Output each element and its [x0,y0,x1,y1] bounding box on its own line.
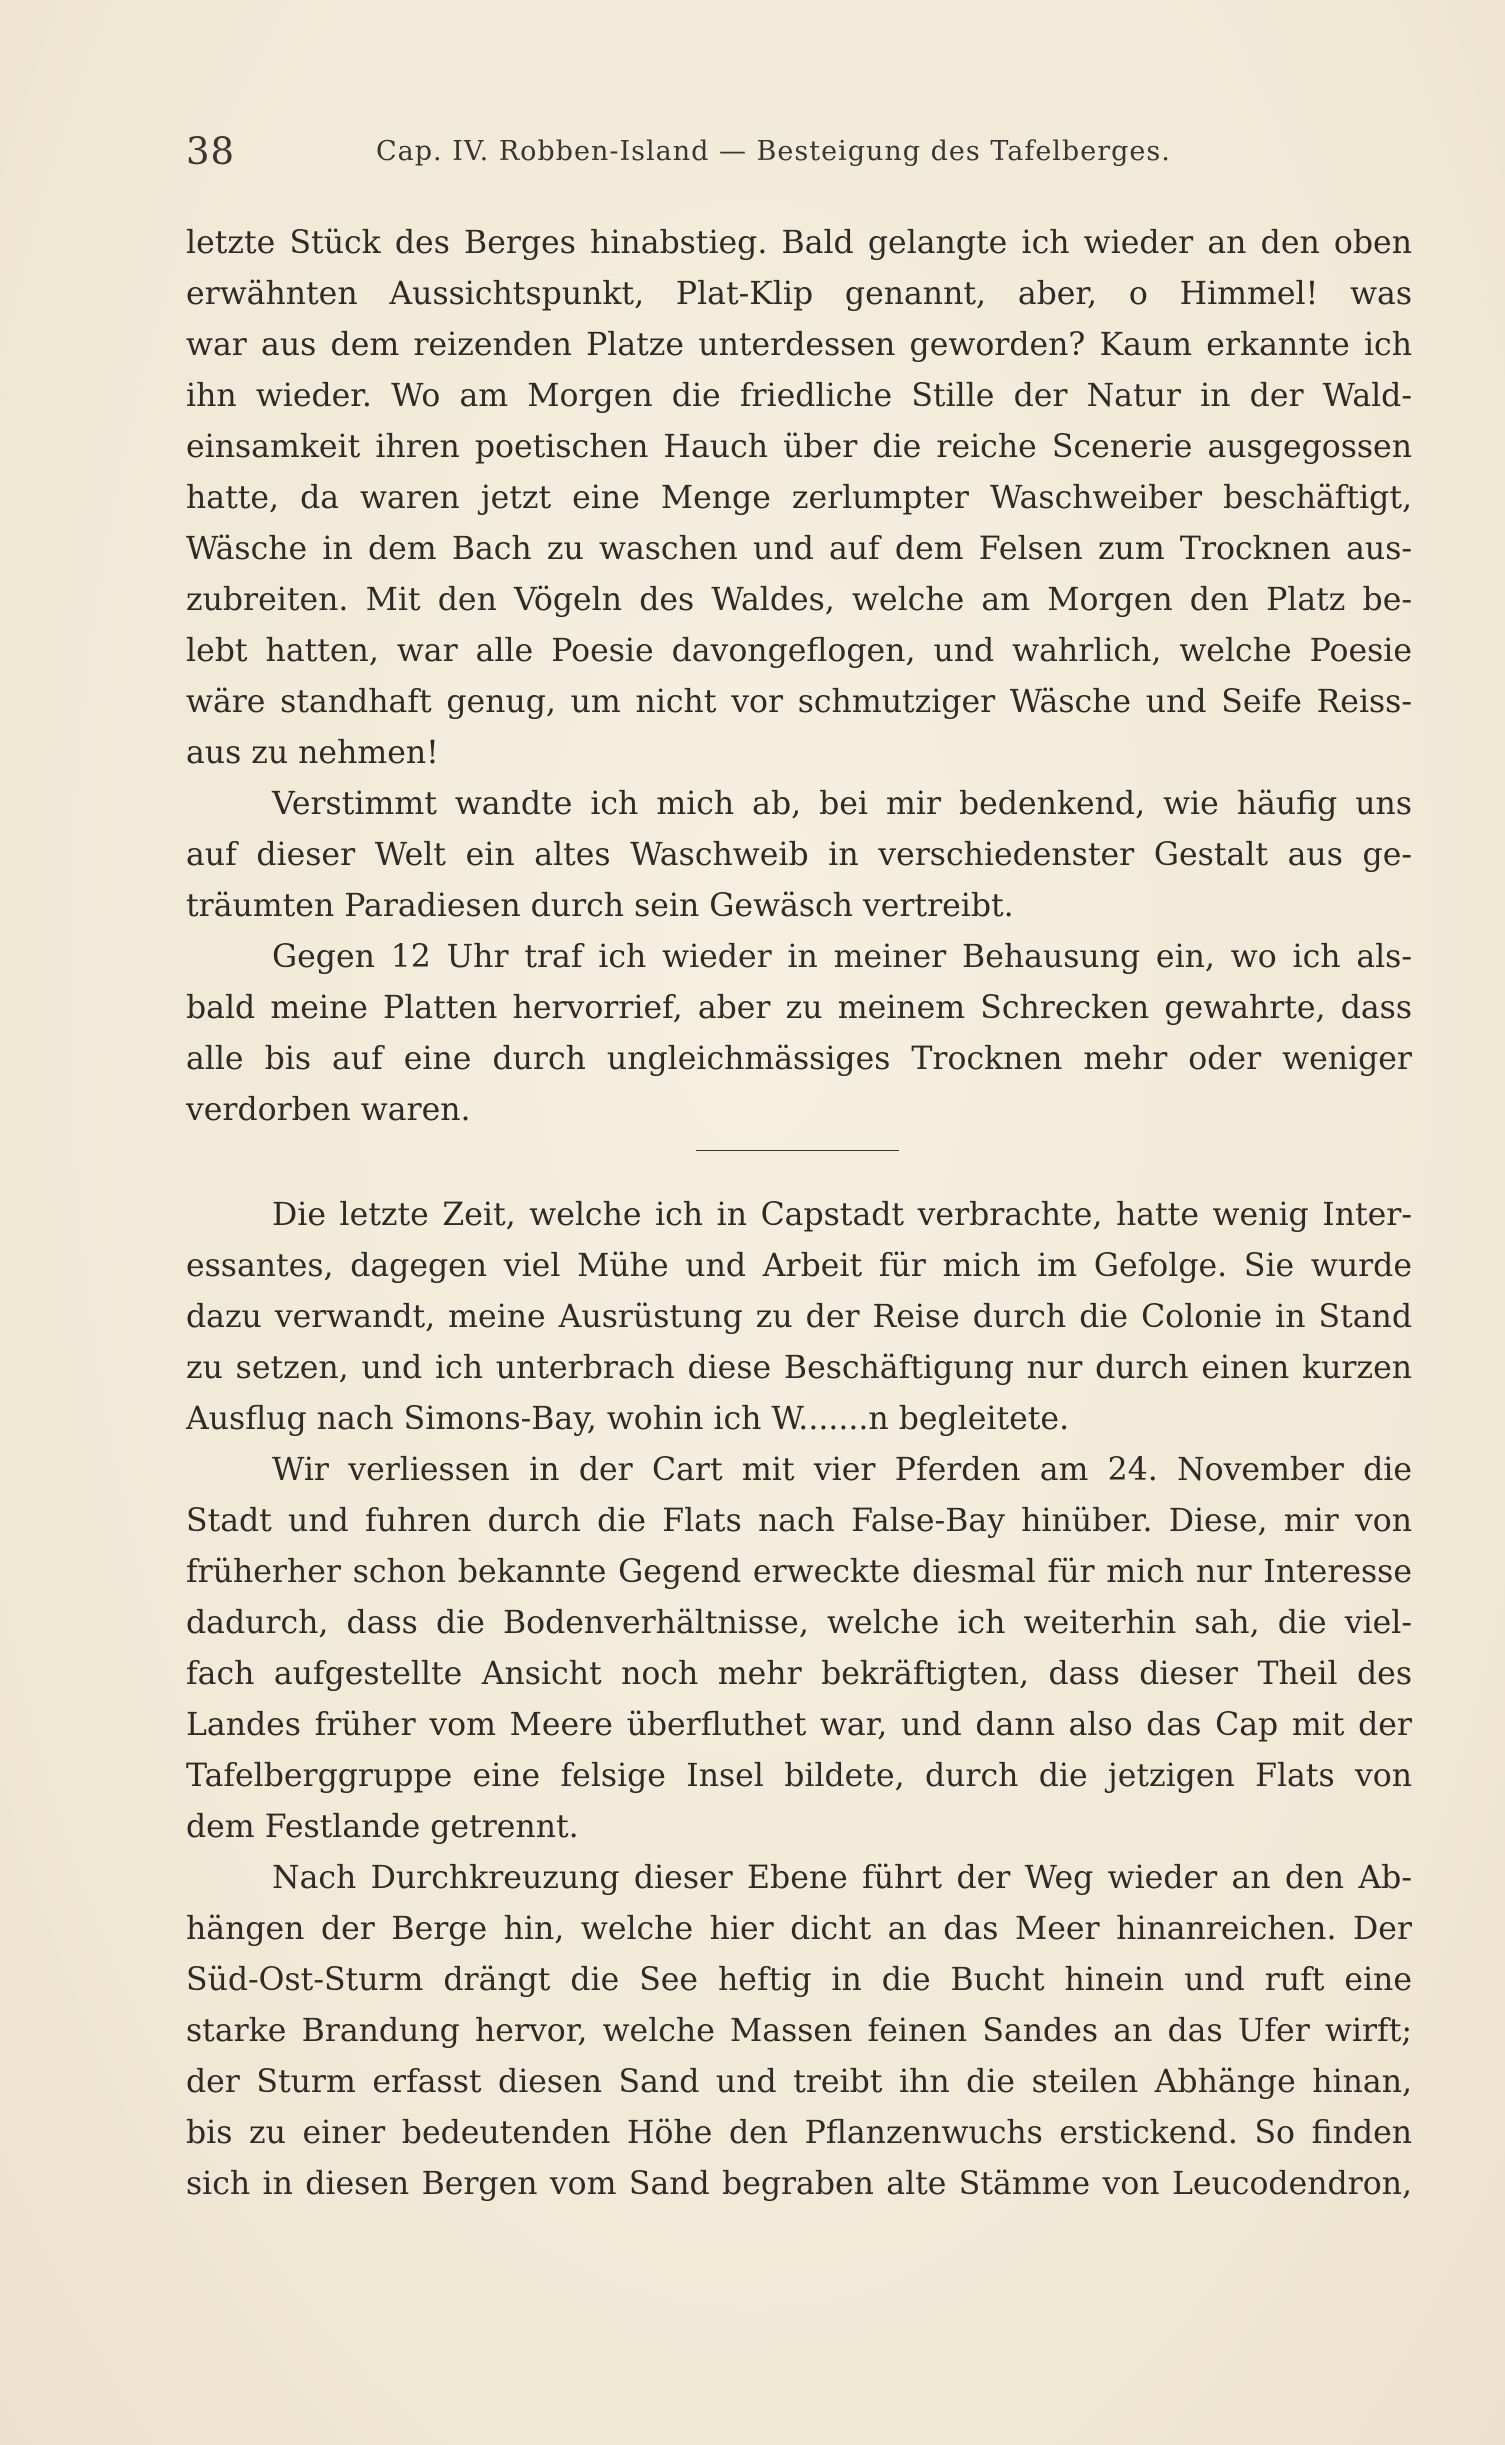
text-line: starke Brandung hervor, welche Massen feinen Sandes an das Ufer wirft; [186,2013,1412,2049]
text-line: dem Festlande getrennt. [186,1809,579,1845]
text-line: letzte Stück des Berges hinabstieg. Bald gelangte ich wieder an den oben [186,225,1412,261]
text-line: zubreiten. Mit den Vögeln des Waldes, welche am Morgen den Platz be- [186,582,1412,618]
text-line: essantes, dagegen viel Mühe und Arbeit für mich im Gefolge. Sie wurde [186,1248,1412,1284]
text-line: erwähnten Aussichtspunkt, Plat-Klip genannt, aber, o Himmel! was [186,276,1412,312]
text-line: dadurch, dass die Bodenverhältnisse, welche ich weiterhin sah, die viel- [186,1605,1412,1641]
text-line: hängen der Berge hin, welche hier dicht an das Meer hinanreichen. Der [186,1911,1412,1947]
text-line: hatte, da waren jetzt eine Menge zerlumpter Waschweiber beschäftigt, [186,480,1412,516]
text-block-lower [186,1190,1412,2210]
text-line: Wir verliessen in der Cart mit vier Pferden am 24. November die [272,1452,1412,1488]
text-line: zu setzen, und ich unterbrach diese Beschäftigung nur durch einen kurzen [186,1350,1412,1386]
text-line: einsamkeit ihren poetischen Hauch über die reiche Scenerie ausgegossen [186,429,1412,465]
text-line: Stadt und fuhren durch die Flats nach False-Bay hinüber. Diese, mir von [186,1503,1412,1539]
text-line: träumten Paradiesen durch sein Gewäsch vertreibt. [186,888,1014,924]
running-head: Cap. IV. Robben-Island — Besteigung des Tafelberges. [376,136,1171,167]
text-line: Süd-Ost-Sturm drängt die See heftig in die Bucht hinein und ruft eine [186,1962,1412,1998]
text-line: Nach Durchkreuzung dieser Ebene führt der Weg wieder an den Ab- [272,1860,1412,1896]
text-line: Tafelberggruppe eine felsige Insel bildete, durch die jetzigen Flats von [186,1758,1412,1794]
text-line: Die letzte Zeit, welche ich in Capstadt verbrachte, hatte wenig Inter- [272,1197,1412,1233]
page-number: 38 [186,130,236,173]
text-line: Wäsche in dem Bach zu waschen und auf dem Felsen zum Trocknen aus- [186,531,1412,567]
page-header [186,126,1226,186]
text-line: lebt hatten, war alle Poesie davongeflogen, und wahrlich, welche Poesie [186,633,1412,669]
text-line: Verstimmt wandte ich mich ab, bei mir bedenkend, wie häufig uns [272,786,1412,822]
text-line: Ausflug nach Simons-Bay, wohin ich W.......n begleitete. [186,1401,1070,1437]
text-line: ihn wieder. Wo am Morgen die friedliche Stille der Natur in der Wald- [186,378,1412,414]
text-line: bald meine Platten hervorrief, aber zu meinem Schrecken gewahrte, dass [186,990,1412,1026]
text-block-upper [186,218,1412,1136]
text-line: alle bis auf eine durch ungleichmässiges Trocknen mehr oder weniger [186,1041,1412,1077]
text-line: Landes früher vom Meere überfluthet war, und dann also das Cap mit der [186,1707,1412,1743]
text-line: aus zu nehmen! [186,735,439,771]
text-line: früherher schon bekannte Gegend erweckte diesmal für mich nur Interesse [186,1554,1412,1590]
text-line: verdorben waren. [186,1092,471,1128]
text-line: bis zu einer bedeutenden Höhe den Pflanzenwuchs erstickend. So finden [186,2115,1412,2151]
text-line: wäre standhaft genug, um nicht vor schmutziger Wäsche und Seife Reiss- [186,684,1412,720]
text-line: sich in diesen Bergen vom Sand begraben alte Stämme von Leucodendron, [186,2166,1412,2202]
text-line: Gegen 12 Uhr traf ich wieder in meiner Behausung ein, wo ich als- [272,939,1412,975]
text-line: war aus dem reizenden Platze unterdessen geworden? Kaum erkannte ich [186,327,1412,363]
section-divider [696,1150,899,1151]
text-line: auf dieser Welt ein altes Waschweib in verschiedenster Gestalt aus ge- [186,837,1412,873]
text-line: dazu verwandt, meine Ausrüstung zu der Reise durch die Colonie in Stand [186,1299,1412,1335]
text-line: fach aufgestellte Ansicht noch mehr bekräftigten, dass dieser Theil des [186,1656,1412,1692]
text-line: der Sturm erfasst diesen Sand und treibt ihn die steilen Abhänge hinan, [186,2064,1412,2100]
